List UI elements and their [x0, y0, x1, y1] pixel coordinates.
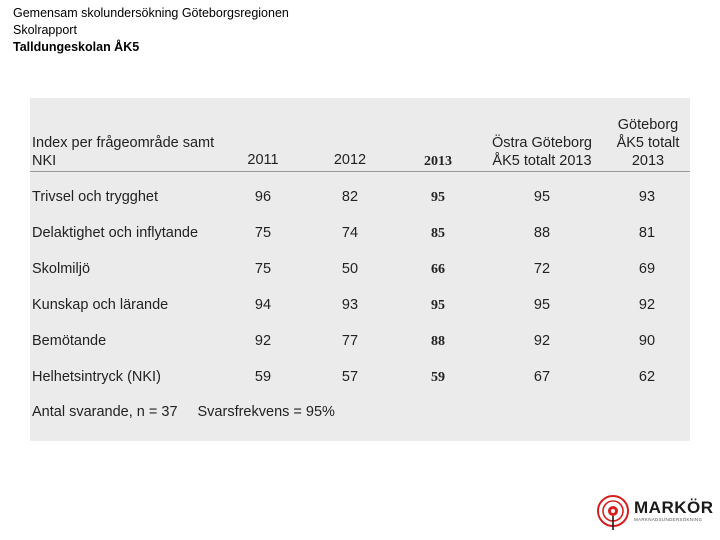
row-label: Delaktighet och inflytande: [32, 225, 199, 241]
column-header-area: Index per frågeområde samt NKI: [32, 135, 215, 169]
value-2011: 96: [254, 189, 272, 205]
value-2012: 77: [341, 333, 359, 349]
row-label: Bemötande: [32, 333, 107, 349]
value-ostra-goteborg: 67: [533, 369, 551, 385]
value-2011: 75: [254, 261, 272, 277]
survey-title: Gemensam skolundersökning Göteborgsregionen: [13, 6, 289, 20]
value-2011: 59: [254, 369, 272, 385]
row-label: Kunskap och lärande: [32, 297, 169, 313]
value-goteborg: 62: [638, 369, 656, 385]
value-ostra-goteborg: 95: [533, 189, 551, 205]
value-goteborg: 81: [638, 225, 656, 241]
value-2011: 92: [254, 333, 272, 349]
response-rate: Svarsfrekvens = 95%: [197, 404, 335, 420]
logo-tagline: MARKNADSUNDERSÖKNING: [634, 517, 703, 522]
column-header-ostra-goteborg: Östra Göteborg ÅK5 totalt 2013: [492, 135, 592, 169]
value-ostra-goteborg: 92: [533, 333, 551, 349]
value-ostra-goteborg: 72: [533, 261, 551, 277]
value-2012: 74: [341, 225, 359, 241]
school-name: Talldungeskolan ÅK5: [13, 40, 140, 54]
value-2011: 94: [254, 297, 272, 313]
column-header-2012: 2012: [333, 152, 367, 168]
value-2013: 59: [431, 370, 445, 385]
column-header-goteborg: Göteborg ÅK5 totalt 2013: [616, 117, 680, 169]
value-ostra-goteborg: 95: [533, 297, 551, 313]
column-header-2011: 2011: [247, 152, 279, 168]
value-2012: 93: [341, 297, 359, 313]
report-header: [13, 5, 289, 56]
index-table: [30, 98, 690, 441]
value-2012: 50: [341, 261, 359, 277]
value-2012: 82: [341, 189, 359, 205]
value-goteborg: 92: [638, 297, 656, 313]
row-label: Helhetsintryck (NKI): [32, 369, 161, 385]
value-2013: 95: [431, 190, 445, 205]
value-2013: 85: [431, 226, 445, 241]
value-2013: 88: [431, 334, 445, 349]
table-footer: [32, 404, 335, 420]
row-label: Trivsel och trygghet: [32, 189, 158, 205]
row-label: Skolmiljö: [32, 261, 91, 277]
value-ostra-goteborg: 88: [533, 225, 551, 241]
value-2013: 66: [431, 262, 445, 277]
markor-logo: [596, 492, 714, 532]
target-pin-icon: [596, 492, 636, 532]
column-header-2013: 2013: [424, 154, 452, 169]
value-2012: 57: [341, 369, 359, 385]
value-2011: 75: [254, 225, 272, 241]
value-goteborg: 90: [638, 333, 656, 349]
report-type: Skolrapport: [13, 23, 77, 37]
respondent-count: Antal svarande, n = 37: [32, 404, 178, 420]
logo-name: MARKÖR: [634, 498, 714, 517]
value-goteborg: 93: [638, 189, 656, 205]
header-divider: [30, 171, 690, 172]
value-goteborg: 69: [638, 261, 656, 277]
value-2013: 95: [431, 298, 445, 313]
